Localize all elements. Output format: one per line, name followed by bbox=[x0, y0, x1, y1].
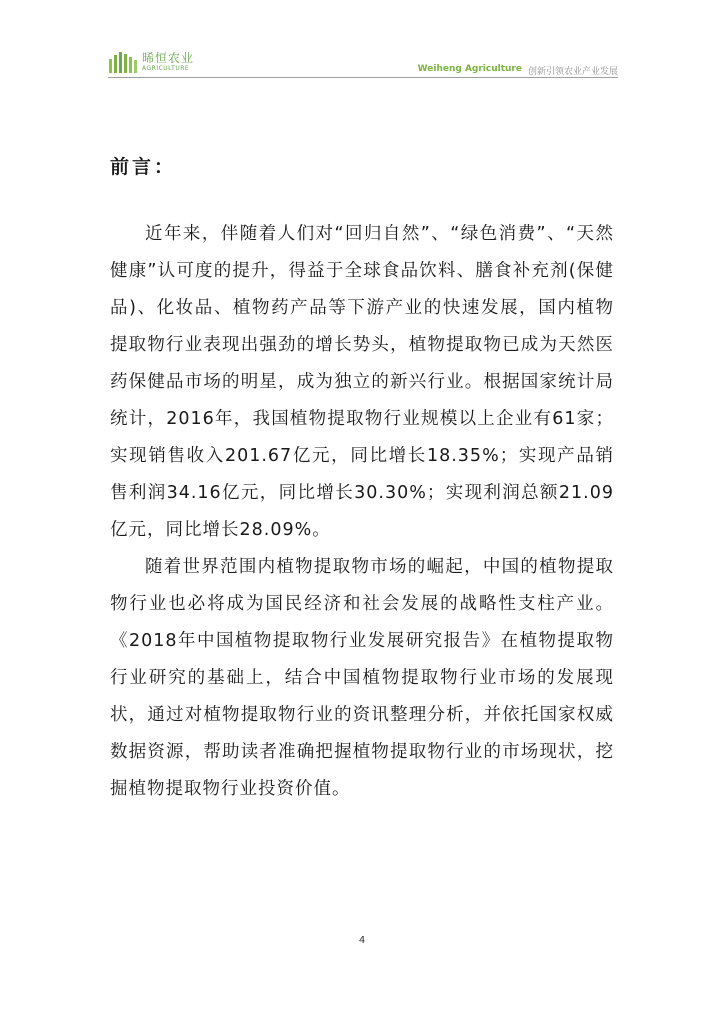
page-header bbox=[108, 44, 618, 78]
header-divider bbox=[108, 77, 618, 78]
page-number: 4 bbox=[358, 935, 366, 946]
paragraph: 随着世界范围内植物提取物市场的崛起，中国的植物提取物行业也必将成为国民经济和社会发展的战略性支柱产业。《2018年中国植物提取物行业发展研究报告》在植物提取物行业研究的基础上，结合中国植物提取物行业市场的发展现状，通过对植物提取物行业的资讯整理分析，并依托国家权威数据资源，帮助读者准确把握植物提取物行业的市场现状，挖掘植物提取物行业投资价值。 bbox=[110, 557, 614, 799]
logo-chinese-name: 晞恒农业 bbox=[142, 51, 195, 65]
slogan: 创新引领农业产业发展 bbox=[527, 67, 618, 77]
company-logo bbox=[108, 48, 194, 76]
logo-english-name: AGRICULTURE bbox=[142, 65, 190, 72]
logo-text bbox=[142, 52, 194, 72]
paragraph: 近年来，伴随着人们对“回归自然”、“绿色消费”、“天然健康”认可度的提升，得益于全球食品饮料、膳食补充剂(保健品)、化妆品、植物药产品等下游产业的快速发展，国内植物提取物行业表现出强劲的增长势头，植物提取物已成为天然医药保健品市场的明星，成为独立的新兴行业。根据国家统计局统计，2016年，我国植物提取物行业规模以上企业有61家；实现销售收入201.67亿元，同比增长18.35%；实现产品销售利润34.16亿元，同比增长30.30%；实现利润总额21.09亿元，同比增长28.09%。 bbox=[110, 224, 614, 540]
preface-body bbox=[110, 216, 614, 808]
page-title: 前言： bbox=[110, 156, 177, 178]
header-tagline bbox=[418, 64, 618, 77]
logo-icon bbox=[108, 50, 138, 74]
brand-name: Weiheng Agriculture bbox=[417, 64, 522, 74]
